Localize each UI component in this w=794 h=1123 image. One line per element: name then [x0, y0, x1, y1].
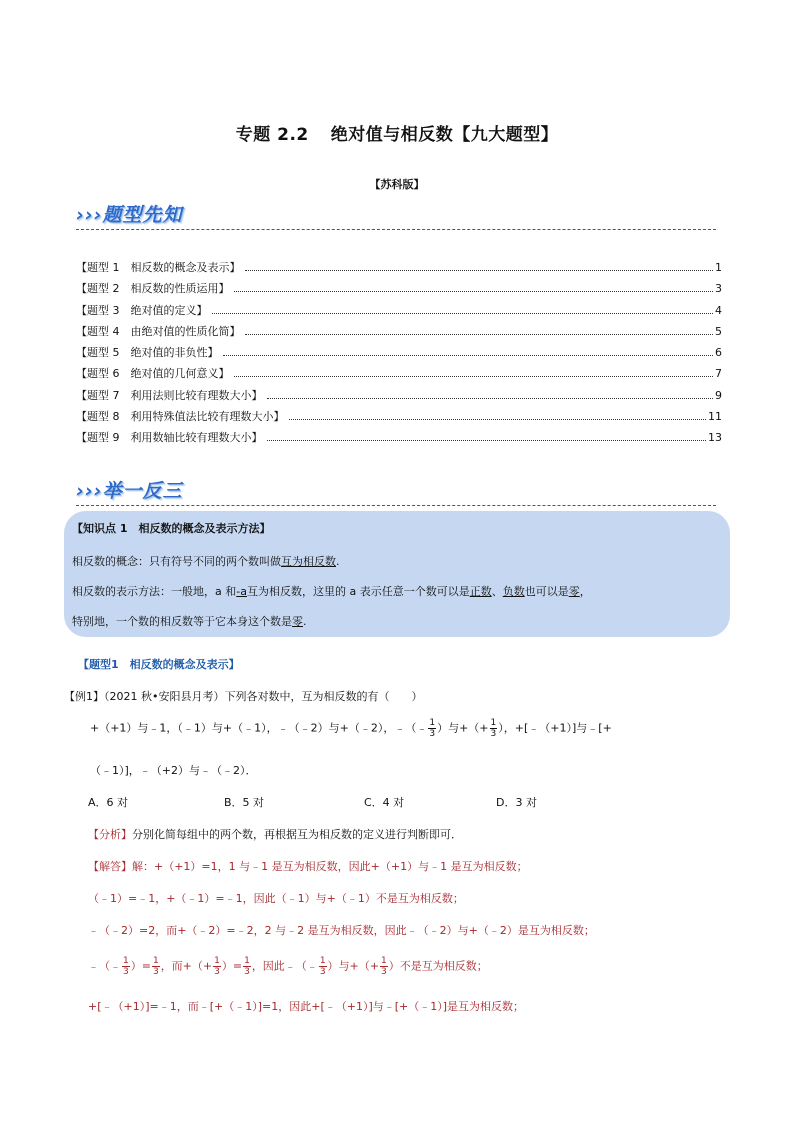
text: 互为相反数，这里的 a 表示任意一个数可以是	[246, 585, 470, 598]
toc-leader-dots	[289, 419, 707, 420]
toc-entry-page: 4	[715, 303, 722, 317]
text: ，	[579, 585, 591, 598]
edition-label: 【苏科版】	[369, 178, 425, 191]
solution-line-1	[88, 858, 528, 874]
toc-entry-label: 【题型 1 相反数的概念及表示】	[76, 261, 241, 274]
solution-tag: 【解答】	[88, 860, 132, 873]
toc-entry-label: 【题型 3 绝对值的定义】	[76, 303, 208, 317]
choice-a: A．6 对	[88, 796, 129, 809]
toc-leader-dots	[267, 440, 707, 441]
toc-entry-page: 1	[715, 261, 722, 274]
underlined-term: -a	[236, 585, 247, 598]
knowledge-line-representation	[72, 583, 591, 599]
toc-entry-label: 【题型 5 绝对值的非负性】	[76, 346, 219, 360]
solution-line-4	[88, 956, 488, 977]
text: 相反数的表示方法：一般地，a 和	[72, 585, 237, 598]
toc-entry-page: 3	[715, 282, 722, 296]
analysis-tag: 【分析】	[88, 828, 132, 841]
text: ）与+（+	[327, 959, 379, 973]
underlined-term: 正数	[469, 585, 492, 598]
choice-d: D．3 对	[496, 796, 537, 809]
text: 解：+（+1）=1，1 与﹣1 是互为相反数，因此+（+1）与﹣1 是互为相反数；	[132, 860, 528, 873]
text: ﹣（﹣	[88, 959, 121, 973]
text: 特别地，一个数的相反数等于它本身这个数是	[72, 615, 292, 628]
toc-leader-dots	[212, 313, 714, 314]
text: ）=	[221, 959, 243, 973]
toc-entry[interactable]	[76, 365, 722, 386]
toc-entry-page: 13	[708, 431, 722, 445]
text: .	[336, 555, 340, 568]
text: .	[303, 615, 307, 628]
analysis-line	[88, 826, 462, 842]
divider	[76, 505, 716, 506]
toc-entry-label: 【题型 9 利用数轴比较有理数大小】	[76, 431, 263, 445]
text: ，而+（+	[160, 959, 213, 973]
text: +（+1）与﹣1，（﹣1）与+（﹣1），﹣（﹣2）与+（﹣2），﹣（﹣	[90, 721, 428, 735]
knowledge-line-special	[72, 613, 307, 629]
toc-entry[interactable]	[76, 387, 722, 408]
fraction: $\frac{1}{3}$	[244, 956, 250, 977]
solution-line-3: ﹣（﹣2）=2，而+（﹣2）=﹣2，2 与﹣2 是互为相反数，因此﹣（﹣2）与+（﹣2）是互为相反数；	[88, 924, 595, 937]
toc-leader-dots	[245, 334, 714, 335]
fraction: $\frac{1}{3}$	[490, 718, 497, 739]
toc-entry-label: 【题型 4 由绝对值的性质化简】	[76, 324, 241, 338]
text: 相反数的概念：只有符号不同的两个数叫做	[72, 555, 281, 568]
text: ），+[﹣（+1）]与﹣[+	[498, 721, 612, 735]
banner-title: ›››举一反三	[76, 480, 183, 502]
toc-entry[interactable]	[76, 302, 722, 323]
toc-entry[interactable]	[76, 344, 722, 365]
table-of-contents	[76, 259, 722, 451]
banner-question-types	[76, 200, 716, 230]
toc-entry-page: 11	[708, 410, 722, 424]
toc-leader-dots	[234, 376, 714, 377]
toc-entry-page: 5	[715, 324, 722, 338]
fraction: $\frac{1}{3}$	[214, 956, 220, 977]
section-title: 【题型1 相反数的概念及表示】	[78, 658, 240, 671]
toc-leader-dots	[234, 291, 714, 292]
choice-c: C．4 对	[364, 796, 405, 809]
example-expression-line-2: （﹣1）]，﹣（+2）与﹣（﹣2）．	[90, 764, 257, 777]
toc-leader-dots	[245, 270, 714, 271]
banner-title: ›››题型先知	[76, 204, 183, 226]
underlined-term: 互为相反数	[281, 555, 336, 568]
divider	[76, 229, 716, 230]
knowledge-heading: 【知识点 1 相反数的概念及表示方法】	[72, 522, 271, 535]
text: ）与+（+	[437, 721, 489, 735]
toc-leader-dots	[267, 398, 714, 399]
fraction: $\frac{1}{3}$	[123, 956, 129, 977]
fraction: $\frac{1}{3}$	[319, 956, 326, 977]
toc-entry[interactable]	[76, 323, 722, 344]
title-text: 绝对值与相反数【九大题型】	[330, 125, 559, 145]
solution-line-5: +[﹣（+1）]=﹣1，而﹣[+（﹣1）]=1，因此+[﹣（+1）]与﹣[+（﹣1）]是互为相反数；	[88, 1000, 525, 1013]
title-number: 专题 2.2	[235, 125, 309, 145]
analysis-text: 分别化简每组中的两个数，再根据互为相反数的定义进行判断即可．	[132, 828, 462, 841]
toc-entry[interactable]	[76, 280, 722, 301]
example-expression-line-1	[90, 718, 612, 739]
page-title	[0, 120, 794, 145]
toc-entry[interactable]	[76, 408, 722, 429]
knowledge-line-concept	[72, 553, 340, 569]
underlined-term: 零	[568, 585, 580, 598]
choice-b: B．5 对	[224, 796, 265, 809]
toc-entry-label: 【题型 2 相反数的性质运用】	[76, 282, 230, 296]
text: ，因此﹣（﹣	[251, 959, 318, 973]
toc-entry-page: 9	[715, 388, 722, 402]
banner-examples	[76, 476, 716, 506]
text: 、	[491, 585, 503, 598]
toc-entry[interactable]	[76, 429, 722, 450]
toc-leader-dots	[223, 355, 714, 356]
text: 也可以是	[524, 585, 569, 598]
toc-entry-page: 7	[715, 367, 722, 381]
underlined-term: 零	[292, 615, 303, 628]
toc-entry-page: 6	[715, 346, 722, 360]
example-question: 【例1】（2021 秋•安阳县月考）下列各对数中，互为相反数的有（ ）	[64, 690, 423, 703]
fraction: $\frac{1}{3}$	[152, 956, 159, 977]
knowledge-box	[64, 511, 730, 637]
fraction: $\frac{1}{3}$	[380, 956, 387, 977]
text: ）=	[130, 959, 151, 973]
toc-entry-label: 【题型 7 利用法则比较有理数大小】	[76, 388, 263, 402]
underlined-term: 负数	[502, 585, 525, 598]
text: ）不是互为相反数；	[388, 959, 488, 973]
toc-entry[interactable]	[76, 259, 722, 280]
toc-entry-label: 【题型 6 绝对值的几何意义】	[76, 367, 230, 381]
solution-line-2: （﹣1）=﹣1，+（﹣1）=﹣1，因此（﹣1）与+（﹣1）不是互为相反数；	[88, 892, 464, 905]
toc-entry-label: 【题型 8 利用特殊值法比较有理数大小】	[76, 410, 285, 424]
fraction: $\frac{1}{3}$	[429, 718, 436, 739]
